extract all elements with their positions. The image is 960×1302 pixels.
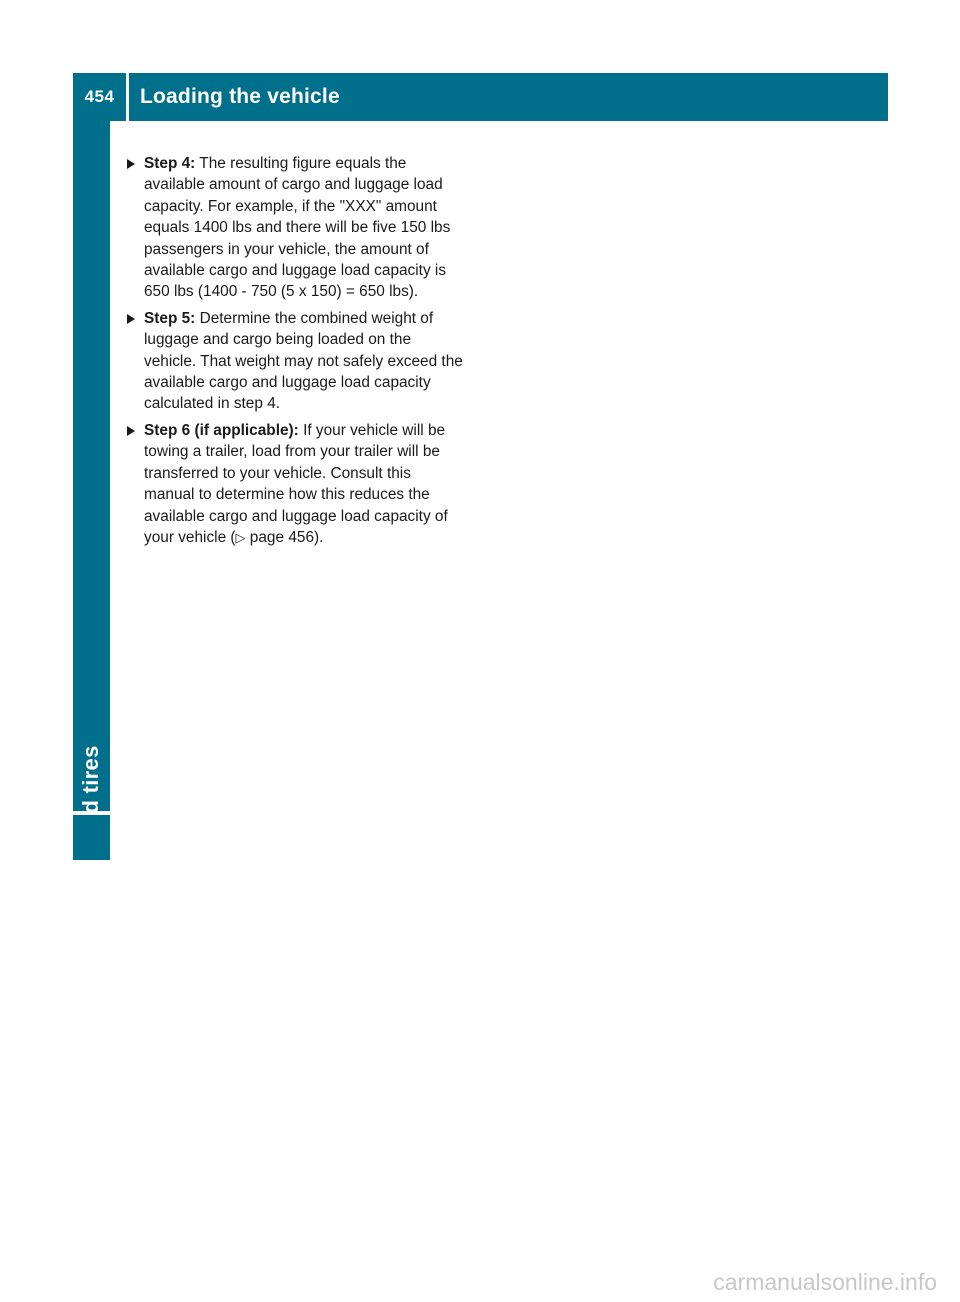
step-label: Step 6 (if applicable): <box>144 421 299 439</box>
page-number: 454 <box>73 73 126 121</box>
section-tab-marker <box>73 815 110 860</box>
step-arrow-icon <box>127 314 135 324</box>
page-reference-link[interactable]: page 456). <box>245 528 324 546</box>
step-5 <box>127 308 463 415</box>
step-4 <box>127 153 463 303</box>
instruction-list <box>127 153 463 553</box>
step-arrow-icon <box>127 159 135 169</box>
page-reference-icon: ▷ <box>235 529 246 545</box>
step-text: The resulting figure equals the available amount of cargo and luggage load capacity. For example, if the "XXX" amount equals 1400 lbs and there will be five 150 lbs passengers in your vehicle, the amount of available cargo and luggage load capacity is 650 lbs (1400 - 750 (5 x 150) = 650 lbs). <box>144 155 451 301</box>
step-arrow-icon <box>127 426 135 436</box>
step-label: Step 4: <box>144 155 196 172</box>
header-bar <box>129 73 888 121</box>
step-6 <box>127 420 463 548</box>
step-text: If your vehicle will be towing a trailer, load from your trailer will be transferred to your vehicle. Consult this manual to determine how this reduces the available cargo and luggage load capacity of your vehicle ( <box>144 421 448 546</box>
step-text: Determine the combined weight of luggage and cargo being loaded on the vehicle. That weight may not safely exceed the available cargo and luggage load capacity calculated in step 4. <box>144 309 463 413</box>
watermark: carmanualsonline.info <box>713 1269 937 1295</box>
step-label: Step 5: <box>144 309 196 327</box>
section-side-tab <box>73 121 110 811</box>
page-title: Loading the vehicle <box>140 85 340 108</box>
section-tab-label-wrapper <box>73 121 110 811</box>
